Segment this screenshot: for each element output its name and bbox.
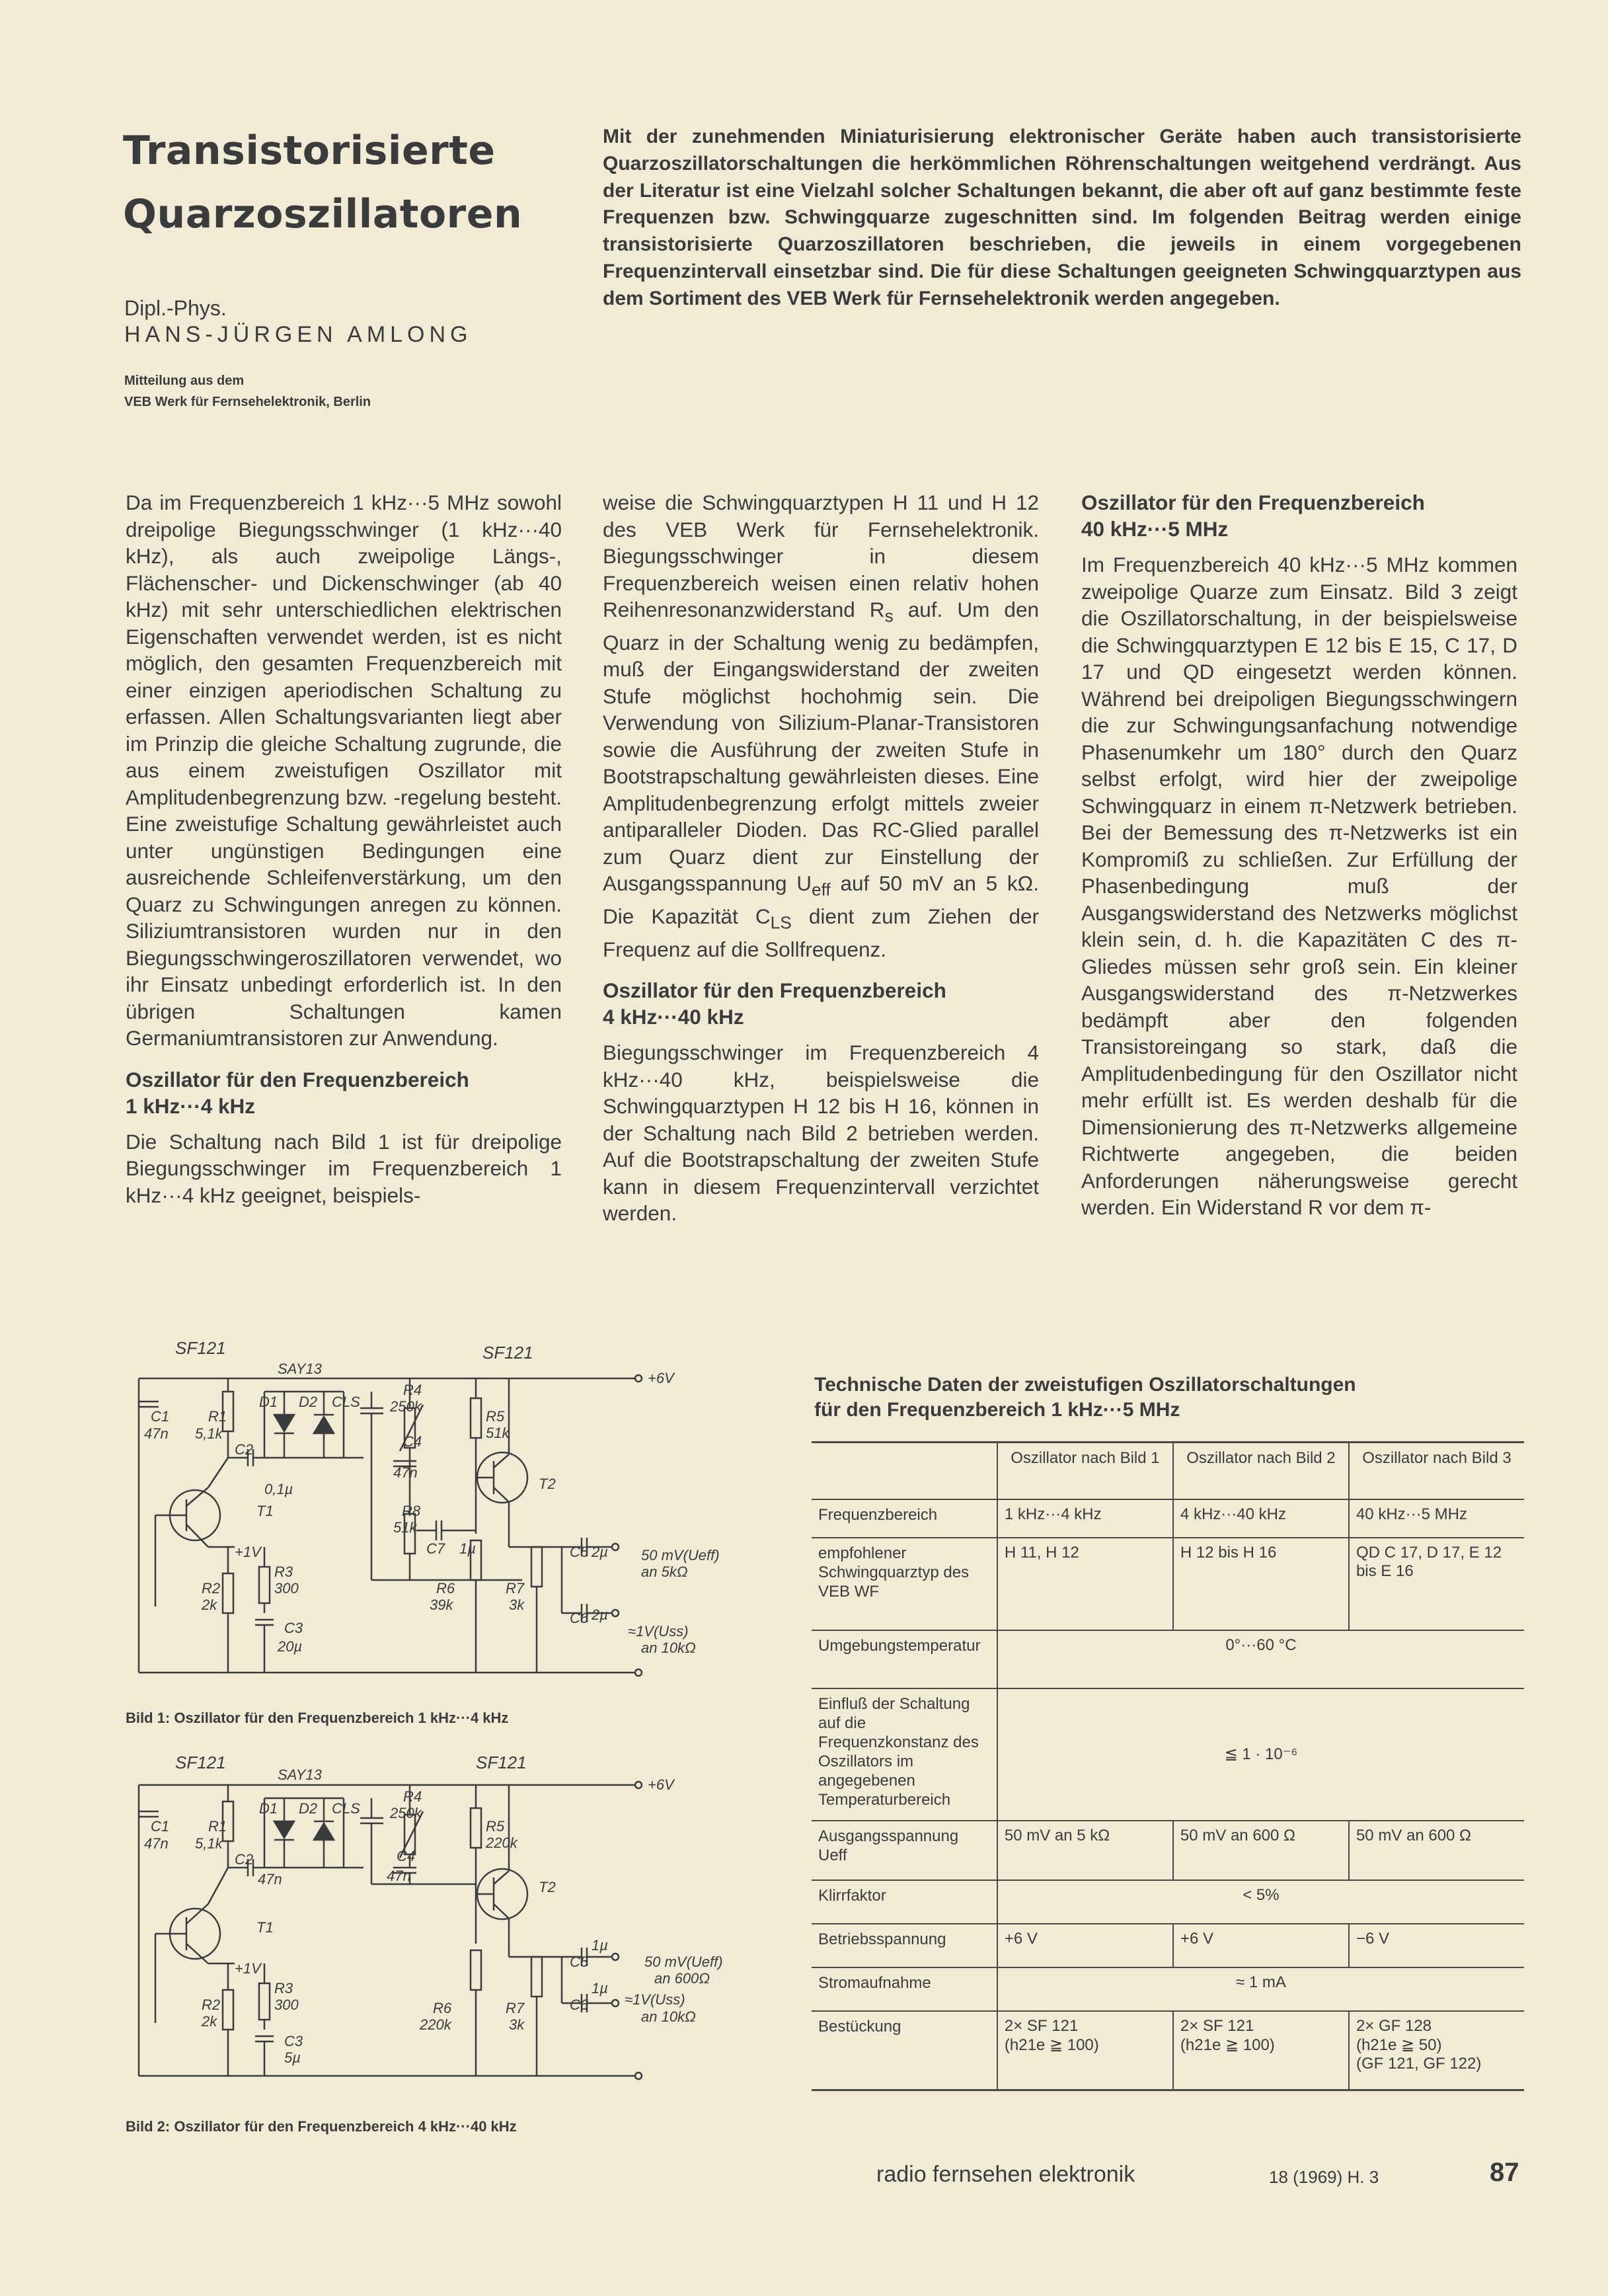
label: C1 — [151, 1818, 170, 1835]
label: +1V — [235, 1960, 261, 1977]
heading-line: Oszillator für den Frequenzbereich — [126, 1067, 469, 1091]
label: 1µ — [592, 1937, 608, 1954]
table-row — [812, 1924, 1524, 1967]
table-header-cell: Oszillator nach Bild 1 — [997, 1443, 1173, 1499]
section-heading-4khz — [603, 977, 1039, 1030]
label: C6 — [570, 1997, 589, 2013]
label: C6 — [570, 1610, 589, 1626]
table-cell: 40 kHz···5 MHz — [1349, 1499, 1524, 1538]
section-heading-1khz — [126, 1066, 562, 1119]
label: R5 — [486, 1818, 505, 1835]
row-label: Bestückung — [818, 2017, 901, 2036]
label: D1 — [259, 1800, 278, 1817]
label: 3k — [509, 1597, 525, 1613]
label: SF121 — [476, 1753, 527, 1772]
table-title-line: für den Frequenzbereich 1 kHz···5 MHz — [814, 1399, 1180, 1421]
cell-line: (GF 121, GF 122) — [1356, 2054, 1482, 2073]
table-cell: ≦ 1 · 10⁻⁶ — [997, 1688, 1524, 1821]
table-header-cell: Oszillator nach Bild 3 — [1349, 1443, 1524, 1499]
article-title — [123, 119, 546, 246]
affiliation-line-2: VEB Werk für Fernsehelektronik, Berlin — [124, 395, 371, 409]
label: 51k — [486, 1425, 510, 1441]
label: R3 — [274, 1980, 293, 1997]
subscript: eff — [812, 879, 831, 900]
label: C2 — [235, 1441, 254, 1458]
label: 300 — [274, 1580, 299, 1597]
label: 47n — [258, 1871, 282, 1887]
heading-line: Oszillator für den Frequenzbereich — [1081, 491, 1425, 514]
label: SAY13 — [278, 1361, 322, 1377]
table-row — [812, 1688, 1524, 1821]
table-cell: ≈ 1 mA — [997, 1967, 1524, 2011]
label: +6V — [648, 1776, 674, 1793]
label: 5,1k — [195, 1835, 223, 1852]
label: 51k — [393, 1519, 417, 1536]
subscript: LS — [770, 912, 792, 933]
component-labels — [144, 1338, 720, 1656]
label: CLS — [332, 1800, 360, 1817]
row-label: Betriebsspannung — [818, 1930, 946, 1948]
table-title-line: Technische Daten der zweistufigen Oszillatorschaltungen — [814, 1374, 1356, 1396]
table-row — [812, 1967, 1524, 2011]
label: D2 — [299, 1800, 318, 1817]
schematic-1-svg — [126, 1329, 786, 1699]
label: 220k — [420, 2016, 451, 2033]
label: CLS — [332, 1394, 360, 1410]
label: an 10kΩ — [641, 1640, 696, 1656]
label: C5 — [570, 1954, 589, 1970]
table-cell: 50 mV an 600 Ω — [1349, 1821, 1524, 1880]
figure-1-caption: Bild 1: Oszillator für den Frequenzbereich 1 kHz···4 kHz — [126, 1710, 509, 1726]
label: SF121 — [175, 1753, 226, 1772]
author-prefix: Dipl.-Phys. — [124, 296, 227, 320]
label: 39k — [430, 1597, 453, 1613]
label: 47n — [144, 1835, 169, 1852]
label: an 10kΩ — [641, 2008, 696, 2025]
label: R4 — [403, 1788, 422, 1805]
table-row — [812, 1880, 1524, 1924]
component-labels — [144, 1753, 723, 2066]
subscript: s — [884, 606, 894, 626]
row-label: Ausgangsspannung Ueff — [818, 1827, 959, 1864]
author-name: HANS-JÜRGEN AMLONG — [124, 322, 473, 347]
affiliation — [124, 370, 371, 413]
table-row — [812, 1630, 1524, 1688]
label: 47n — [393, 1464, 418, 1481]
figure-2-schematic — [126, 1745, 786, 2102]
label: 300 — [274, 1997, 299, 2013]
cell-line: (h21e ≧ 100) — [1180, 2036, 1275, 2054]
title-line-1: Transistorisierte — [123, 128, 496, 174]
body-column-3 — [1081, 489, 1517, 1221]
label: R8 — [402, 1503, 421, 1519]
table-header-cell: Oszillator nach Bild 2 — [1173, 1443, 1349, 1499]
section-heading-40khz — [1081, 489, 1517, 542]
table-cell: < 5% — [997, 1880, 1524, 1924]
label: SAY13 — [278, 1766, 322, 1783]
table-cell: 50 mV an 5 kΩ — [997, 1821, 1173, 1880]
body-column-1 — [126, 489, 562, 1208]
label: ≈1V(Uss) — [628, 1623, 689, 1640]
label: 0,1µ — [264, 1481, 293, 1497]
label: C5 — [570, 1544, 589, 1560]
row-label: Stromaufnahme — [818, 1973, 931, 1992]
label: T1 — [256, 1503, 274, 1519]
label: R7 — [506, 1580, 525, 1597]
paragraph — [603, 489, 1039, 963]
technical-data-table — [812, 1441, 1524, 2091]
title-line-2: Quarzoszillatoren — [123, 191, 523, 237]
table-cell: 1 kHz···4 kHz — [997, 1499, 1173, 1538]
text-run: auf. Um den Quarz in der Schaltung wenig zu bedämpfen, muß der Eingangswiderstand der zweiten Stufe möglichst hochohmig sein. Die Verwendung von Silizium-Planar-Transistoren sowie die Ausführung der zweiten Stufe in Bootstrapschaltung gewährleisten dieses. Eine Amplitudenbegrenzung erfolgt mittels zweier antiparalleler Dioden. Das RC-Glied parallel zum Quarz dient zur Einstellung der Ausgangsspannung U — [603, 598, 1039, 896]
heading-line: 1 kHz···4 kHz — [126, 1093, 256, 1118]
figure-2-caption: Bild 2: Oszillator für den Frequenzbereich 4 kHz···40 kHz — [126, 2118, 517, 2135]
label: 1µ — [459, 1540, 476, 1557]
table-row — [812, 1538, 1524, 1630]
label: D2 — [299, 1394, 318, 1410]
label: ≈1V(Uss) — [625, 1991, 685, 2008]
body-column-2 — [603, 489, 1039, 1227]
schematic-2-svg — [126, 1745, 786, 2102]
label: 220k — [486, 1835, 517, 1851]
paragraph: Biegungsschwinger im Frequenzbereich 4 kHz···40 kHz, beispielsweise die Schwingquarztypen H 12 bis H 16, können in der Schaltung nach Bild 2 betrieben werden. Auf die Bootstrapschaltung der zweiten Stufe kann in diesem Frequenzintervall verzichtet werden. — [603, 1041, 1039, 1226]
cell-line: (h21e ≧ 100) — [1004, 2036, 1099, 2054]
row-label: empfohlener Schwingquarztyp des VEB WF — [818, 1544, 970, 1601]
label: R6 — [436, 1580, 455, 1597]
label: C3 — [284, 1620, 303, 1636]
text-run: auf 50 mV an 5 kΩ. Die Kapazität C — [603, 871, 1039, 929]
label: 50 mV(Ueff) — [641, 1547, 720, 1564]
label: 5µ — [284, 2049, 301, 2066]
heading-line: Oszillator für den Frequenzbereich — [603, 978, 946, 1003]
label: 5,1k — [195, 1425, 223, 1442]
row-label: Umgebungstemperatur — [818, 1636, 981, 1655]
paragraph: Im Frequenzbereich 40 kHz···5 MHz kommen zweipolige Quarze zum Einsatz. Bild 3 zeigt die Oszillatorschaltung, in der beispielsweise die Schwingquarztypen E 12 bis E 15, C 17, D 17 und QD eingesetzt werden können. Während bei dreipoligen Biegungsschwingern die zur Schwingungsanfachung notwendige Phasenumkehr um 180° durch den Quarz selbst erfolgt, wird hier der zweipolige Schwingquarz in einem π-Netzwerk betrieben. Bei der Bemessung des π-Netzwerks ist ein Kompromiß zu schließen. Zur Erfüllung der Phasenbedingung muß der Ausgangswiderstand des Netzwerks möglichst klein sein, d. h. die Kapazitäten C des π-Gliedes müssen sehr groß sein. Ein kleiner Ausgangswiderstand des π-Netzwerkes bedämpft aber den folgenden Transistoreingang so stark, daß die Amplitudenbedingung für den Oszillator nicht mehr erfüllt ist. Es werden deshalb für die Dimensionierung des π-Netzwerks allgemeine Richtwerte angegeben, die beiden Anforderungen näherungsweise gerecht werden. Ein Widerstand R vor dem π- — [1081, 553, 1517, 1219]
table-cell: +6 V — [1173, 1924, 1349, 1967]
table-title — [814, 1372, 1356, 1423]
table-row — [812, 1499, 1524, 1538]
label: R7 — [506, 2000, 525, 2016]
figure-1-schematic — [126, 1329, 786, 1699]
label: 2µ — [592, 1606, 608, 1623]
table-header-cell-empty — [812, 1443, 997, 1499]
table-cell: +6 V — [997, 1924, 1173, 1967]
label: D1 — [259, 1394, 278, 1410]
paragraph: Die Schaltung nach Bild 1 ist für dreipolige Biegungsschwinger im Frequenzbereich 1 kHz···4 kHz geeignet, beispiels- — [126, 1129, 562, 1207]
table-cell: 50 mV an 600 Ω — [1173, 1821, 1349, 1880]
row-label: Einfluß der Schaltung auf die Frequenzkonstanz des Oszillators im angegebenen Temperaturbereich — [818, 1694, 979, 1809]
table-cell: H 12 bis H 16 — [1173, 1538, 1349, 1630]
label: C2 — [235, 1851, 254, 1868]
cell-line: 2× SF 121 — [1004, 2016, 1079, 2035]
label: 2k — [202, 1597, 217, 1613]
table-row — [812, 1821, 1524, 1880]
label: C7 — [426, 1540, 445, 1557]
issue-info: 18 (1969) H. 3 — [1269, 2167, 1379, 2187]
text-run: dient zum Ziehen der Frequenz auf die Sollfrequenz. — [603, 904, 1040, 961]
label: 47n — [144, 1425, 169, 1442]
label: R6 — [433, 2000, 452, 2016]
label: C4 — [403, 1433, 422, 1450]
table-cell: −6 V — [1349, 1924, 1524, 1967]
label: 20µ — [278, 1638, 303, 1655]
label: T2 — [539, 1879, 556, 1895]
label: R2 — [202, 1580, 221, 1597]
label: +1V — [235, 1544, 261, 1560]
label: 47n — [387, 1868, 411, 1884]
heading-line: 40 kHz···5 MHz — [1081, 517, 1229, 541]
label: C1 — [151, 1408, 170, 1425]
cell-line: 2× SF 121 — [1180, 2016, 1254, 2035]
table-cell — [1349, 2011, 1524, 2090]
page-number: 87 — [1490, 2158, 1519, 2187]
label: +6V — [648, 1370, 674, 1386]
table-cell — [997, 2011, 1173, 2090]
abstract: Mit der zunehmenden Miniaturisierung elektronischer Geräte haben auch transistorisierte Quarzoszillatorschaltungen die herkömmlichen Röhrenschaltungen weitgehend verdrängt. Aus der Literatur ist eine Vielzahl solcher Schaltungen bekannt, die aber oft auf ganz bestimmte feste Frequenzen bzw. Schwingquarze zugeschnitten sind. Im folgenden Beitrag werden einige transistorisierte Quarzoszillatoren beschrieben, die jeweils in einem vorgegebenen Frequenzintervall einsetzbar sind. Die für diese Schaltungen geeigneten Schwingquarztypen aus dem Sortiment des VEB Werk für Fernsehelektronik werden angegeben. — [603, 126, 1521, 309]
table-cell: H 11, H 12 — [997, 1538, 1173, 1630]
row-label: Frequenzbereich — [818, 1505, 938, 1524]
paragraph: Da im Frequenzbereich 1 kHz···5 MHz sowohl dreipolige Biegungsschwinger (1 kHz···40 kHz), als auch zweipolige Längs-, Flächenscher- und Dickenschwinger (ab 40 kHz) mit sehr unterschiedlichen elektrischen Eigenschaften verwendet werden, ist es nicht möglich, den gesamten Frequenzbereich mit einer einzigen aperiodischen Schaltung zu erfassen. Allen Schaltungsvarianten liegt aber im Prinzip die gleiche Schaltung zugrunde, die aus einem zweistufigen Oszillator mit Amplitudenbegrenzung bzw. -regelung besteht. Eine zweistufige Schaltung gewährleistet auch unter ungünstigen Bedingungen eine ausreichende Schleifenverstärkung, um den Quarz zu Schwingungen anregen zu können. Siliziumtransistoren wurden nur in den Biegungsschwingeroszillatoren verwendet, wo ihr Einsatz unbedingt erforderlich ist. In den übrigen Schaltungen kamen Germaniumtransistoren zur Anwendung. — [126, 491, 562, 1050]
cell-line: (h21e ≧ 50) — [1356, 2036, 1442, 2054]
text-run: weise die Schwingquarztypen H 11 und H 12 des VEB Werk für Fernsehelektronik. Biegungsschwinger in diesem Frequenzbereich weisen einen relativ hohen Reihenresonanzwiderstand R — [603, 491, 1039, 621]
label: R1 — [208, 1408, 227, 1425]
label: an 600Ω — [654, 1970, 710, 1987]
label: C4 — [397, 1848, 416, 1864]
label: 1µ — [592, 1980, 608, 1997]
table-row — [812, 2011, 1524, 2090]
label: 2µ — [592, 1544, 608, 1560]
label: 250k — [390, 1805, 422, 1821]
heading-line: 4 kHz···40 kHz — [603, 1005, 744, 1029]
table-cell: 0°···60 °C — [997, 1630, 1524, 1688]
label: R5 — [486, 1408, 505, 1425]
magazine-name: radio fernsehen elektronik — [876, 2162, 1135, 2187]
table-header-row — [812, 1443, 1524, 1499]
label: 250k — [390, 1398, 422, 1415]
affiliation-line-1: Mitteilung aus dem — [124, 374, 245, 388]
label: 50 mV(Ueff) — [644, 1954, 723, 1970]
label: T1 — [256, 1919, 274, 1936]
label: 2k — [202, 2013, 217, 2030]
label: R2 — [202, 1997, 221, 2013]
label: R1 — [208, 1818, 227, 1835]
cell-line: 2× GF 128 — [1356, 2016, 1432, 2035]
label: R4 — [403, 1382, 422, 1398]
table-cell: 4 kHz···40 kHz — [1173, 1499, 1349, 1538]
label: SF121 — [175, 1338, 226, 1358]
label: an 5kΩ — [641, 1564, 688, 1580]
label: 3k — [509, 2016, 525, 2033]
label: C3 — [284, 2033, 303, 2049]
label: SF121 — [482, 1343, 533, 1363]
table-cell: QD C 17, D 17, E 12 bis E 16 — [1349, 1538, 1524, 1630]
row-label: Klirrfaktor — [818, 1886, 886, 1905]
table-cell — [1173, 2011, 1349, 2090]
label: T2 — [539, 1476, 556, 1492]
label: R3 — [274, 1564, 293, 1580]
